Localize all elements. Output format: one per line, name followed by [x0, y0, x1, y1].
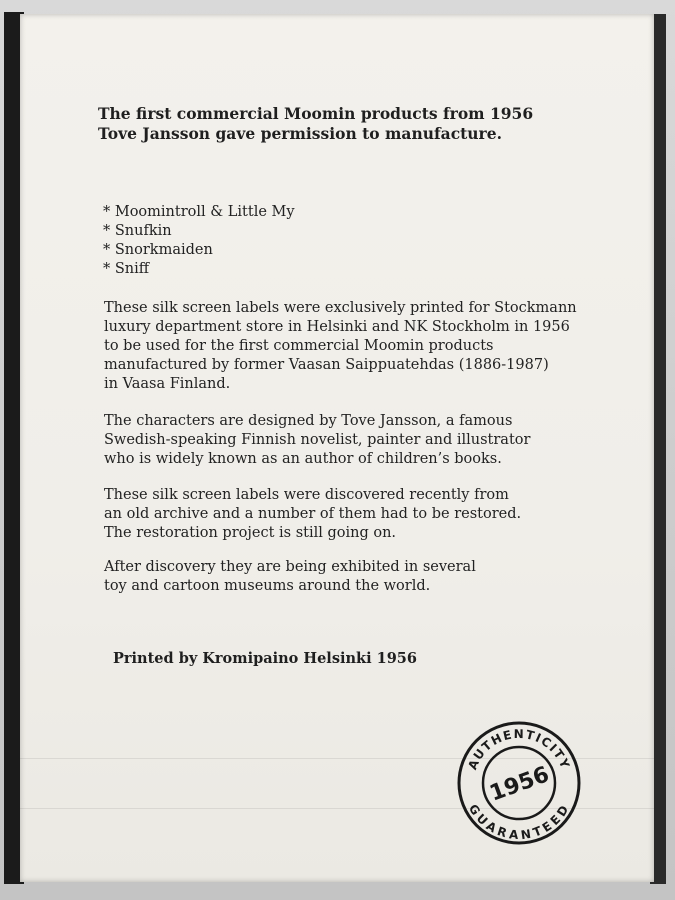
paragraph-line: Swedish-speaking Finnish novelist, painter and illustrator: [104, 432, 531, 448]
paragraph-line: who is widely known as an author of children’s books.: [104, 451, 502, 467]
paragraph-line: These silk screen labels were discovered recently from: [104, 487, 509, 503]
heading-line: Tove Jansson gave permission to manufacture.: [98, 124, 502, 143]
heading: [98, 104, 618, 144]
stamp-top-label: AUTHENTICITY: [465, 726, 573, 772]
list-item: * Snufkin: [103, 223, 172, 239]
stamp-top-text: [465, 727, 572, 772]
authenticity-stamp: [456, 720, 582, 846]
paragraph-line: manufactured by former Vaasan Saippuatehdas (1886-1987): [104, 357, 549, 373]
paragraph-line: After discovery they are being exhibited in several: [104, 559, 476, 575]
paragraph-characters: [104, 412, 614, 469]
paragraph-line: These silk screen labels were exclusively printed for Stockmann: [104, 300, 577, 316]
paragraph-line: toy and cartoon museums around the world.: [104, 578, 431, 594]
paragraph-line: an old archive and a number of them had to be restored.: [104, 506, 522, 522]
list-item: * Moomintroll & Little My: [103, 204, 295, 220]
paragraph-discovery: [104, 486, 614, 543]
paragraph-line: The characters are designed by Tove Jansson, a famous: [104, 413, 513, 429]
paragraph-line: in Vaasa Finland.: [104, 376, 231, 392]
stamp-bottom-text: [466, 802, 572, 842]
paragraph-line: The restoration project is still going on.: [104, 525, 397, 541]
product-list: [103, 203, 503, 279]
paragraph-line: luxury department store in Helsinki and NK Stockholm in 1956: [104, 319, 570, 335]
printed-by-credit: Printed by Kromipaino Helsinki 1956: [113, 650, 417, 667]
paragraph-line: to be used for the first commercial Moomin products: [104, 338, 494, 354]
paragraph-stockmann: [104, 299, 614, 394]
stamp-year: 1956: [486, 762, 553, 807]
paragraph-exhibition: [104, 558, 614, 596]
list-item: * Snorkmaiden: [103, 242, 213, 258]
stamp-bottom-label: GUARANTEED: [466, 801, 572, 843]
list-item: * Sniff: [103, 261, 150, 277]
heading-line: The first commercial Moomin products from 1956: [98, 104, 534, 123]
